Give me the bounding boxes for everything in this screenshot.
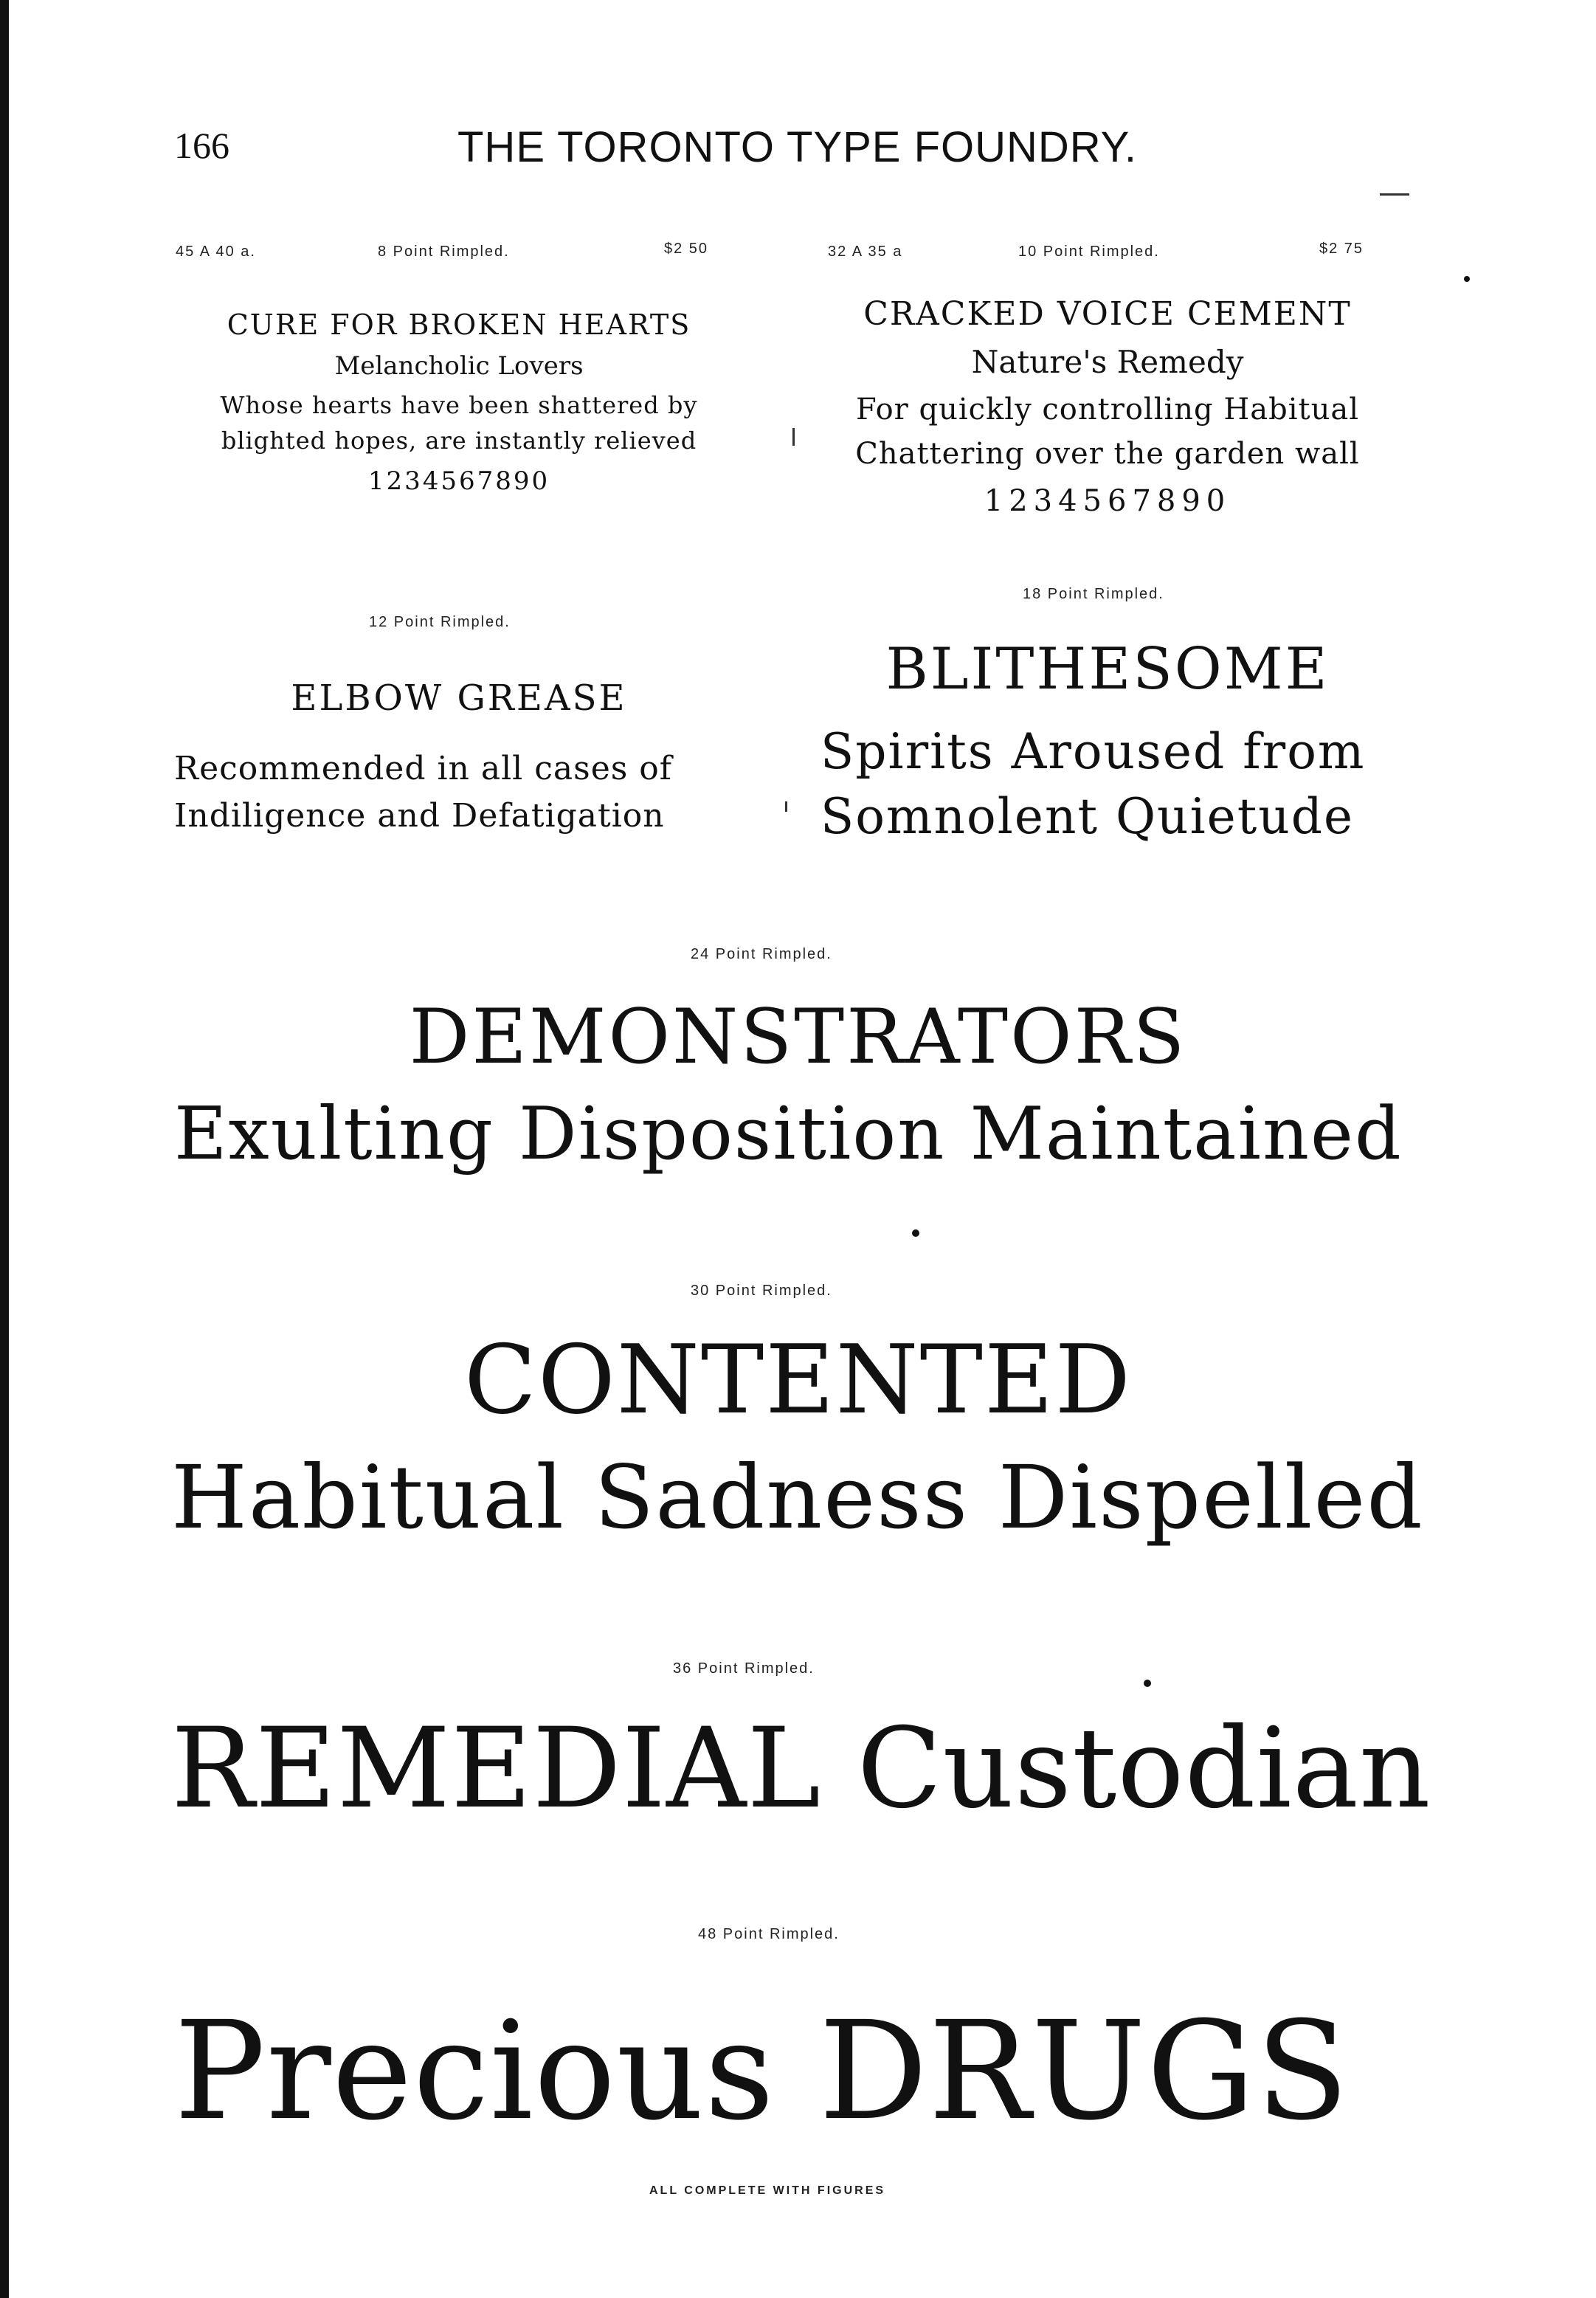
- specimen-line: Melancholic Lovers: [334, 351, 584, 381]
- font-size-label: 18 Point Rimpled.: [1023, 586, 1164, 602]
- specimen-line: Whose hearts have been shattered by: [220, 391, 698, 419]
- decorative-dot: [1144, 1680, 1151, 1687]
- font-size-label: 12 Point Rimpled.: [369, 614, 511, 630]
- page-title: THE TORONTO TYPE FOUNDRY.: [457, 123, 1137, 171]
- specimen-line: blighted hopes, are instantly relieved: [221, 427, 697, 455]
- divider-mark: [785, 801, 787, 812]
- specimen-line: Exulting Disposition Maintained: [174, 1092, 1403, 1176]
- specimen-line: For quickly controlling Habitual: [856, 393, 1359, 427]
- font-price: $2 50: [664, 241, 709, 257]
- font-size-label: 8 Point Rimpled.: [378, 244, 510, 260]
- font-size-label: 24 Point Rimpled.: [691, 946, 832, 962]
- footer-note: ALL COMPLETE WITH FIGURES: [649, 2184, 886, 2197]
- specimen-line: Somnolent Quietude: [821, 788, 1355, 845]
- font-size-label: 48 Point Rimpled.: [698, 1926, 840, 1942]
- font-price: $2 75: [1319, 241, 1364, 257]
- divider-mark: [792, 428, 795, 446]
- specimen-line: Chattering over the garden wall: [855, 437, 1360, 471]
- font-count: 32 A 35 a: [828, 244, 903, 260]
- specimen-line: Nature's Remedy: [971, 344, 1244, 380]
- specimen-line: Indiligence and Defatigation: [174, 797, 665, 835]
- specimen-line: Recommended in all cases of: [174, 750, 673, 787]
- specimen-heading: CURE FOR BROKEN HEARTS: [227, 308, 691, 341]
- specimen-heading: ELBOW GREASE: [291, 677, 627, 719]
- page-number: 166: [174, 125, 229, 166]
- specimen-heading: DEMONSTRATORS: [409, 993, 1187, 1081]
- specimen-heading: REMEDIAL Custodian: [171, 1705, 1431, 1833]
- specimen-heading: CONTENTED: [463, 1325, 1133, 1435]
- decorative-dot: [912, 1229, 919, 1237]
- page-edge-shadow: [0, 0, 9, 2298]
- specimen-figures: 1234567890: [984, 484, 1231, 518]
- specimen-line: Spirits Aroused from: [821, 723, 1366, 780]
- font-size-label: 10 Point Rimpled.: [1018, 244, 1160, 260]
- specimen-heading: CRACKED VOICE CEMENT: [863, 295, 1352, 333]
- font-count: 45 A 40 a.: [176, 244, 256, 260]
- specimen-heading: BLITHESOME: [885, 636, 1330, 703]
- specimen-line: Habitual Sadness Dispelled: [171, 1446, 1424, 1548]
- font-size-label: 30 Point Rimpled.: [691, 1283, 832, 1299]
- header-rule-mark: [1380, 193, 1409, 196]
- font-size-label: 36 Point Rimpled.: [673, 1660, 815, 1677]
- specimen-figures: 1234567890: [367, 466, 550, 496]
- margin-dot: [1464, 276, 1470, 282]
- specimen-heading: Precious DRUGS: [174, 1992, 1350, 2150]
